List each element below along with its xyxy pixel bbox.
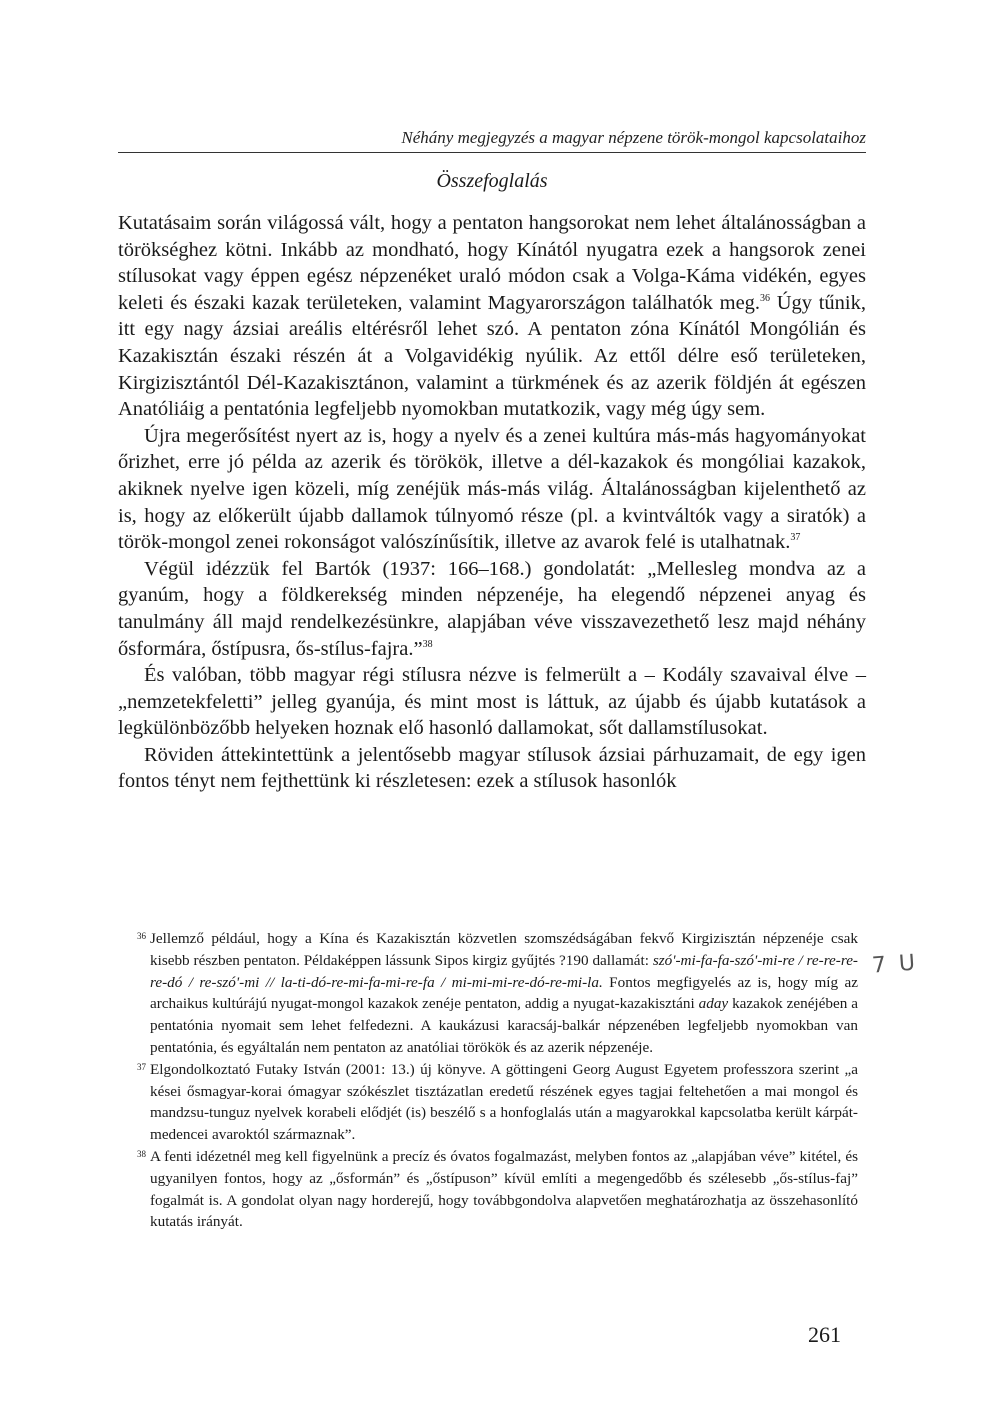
paragraph-text: Röviden áttekintettünk a jelentősebb magyar stílusok ázsiai párhuzamait, de egy igen fontos tényt nem fejthettünk ki részletesen: ezek a stílusok hasonlók (118, 743, 866, 793)
footnote-text: Elgondolkoztató Futaky István (2001: 13.) új könyve. A göttingeni Georg August Egyetem professzora szerint „a kései ősmagyar-korai ómagyar szókészlet tisztázatlan eredetű részének egyes tagjai feltehetően a mai mongol és mandzsu-tunguz nyelvek korabeli elődjét (is) beszélő s a honfoglalás után a magyarokkal kapcsolatba került kárpát-medencei avaroktól származnak”. (150, 1060, 858, 1144)
paragraph-3 (118, 556, 866, 662)
footnote-text: A fenti idézetnél meg kell figyelnünk a precíz és óvatos fogalmazást, melyben fontos az „alapjában véve” kitétel, és ugyanilyen fontos, hogy az „ősformán” és „őstípuson” kívül említi a megengedőbb és szélesebb „ős-stílus-faj” fogalmát is. A gondolat olyan nagy horderejű, hogy továbbgondolva alapvetően meghatározhatja az összehasonlító kutatás irányát. (150, 1147, 858, 1231)
footnote-italic: aday (698, 995, 729, 1013)
footnote-mark: 38 (137, 1148, 146, 1159)
section-title: Összefoglalás (436, 170, 548, 192)
footnote-36 (137, 928, 858, 1059)
paragraph-1 (118, 210, 866, 423)
footnote-mark: 36 (137, 931, 146, 941)
paragraph-text: És valóban, több magyar régi stílusra nézve is felmerült a – Kodály szavaival élve – „nemzetekfeletti” jelleg gyanúja, és mint most is láttuk, az újabb és újabb kutatások a legkülönbözőbb helyeken hoznak elő hasonló dallamokat, sőt dallamstílusokat. (118, 664, 866, 740)
page-number: 261 (808, 1322, 841, 1347)
handwritten-note: 7 U (871, 950, 919, 979)
body-text (118, 210, 866, 795)
footnote-ref[interactable]: 36 (760, 292, 771, 304)
running-head: Néhány megjegyzés a magyar népzene török-mongol kapcsolataihoz (118, 128, 866, 153)
paragraph-4 (118, 662, 866, 742)
paragraph-2 (118, 423, 866, 556)
footnote-italic: szó'-mi-fa-fa-szó'-mi-re / re-re-re-re-dó / re-szó'-mi // la-ti-dó-re-mi-fa-mi-re-fa / mi-mi-mi-re-dó-re-mi-la. (150, 951, 858, 991)
paragraph-text: Végül idézzük fel Bartók (1937: 166–168.) gondolatát: „Mellesleg mondva az a gyanúm, hogy a földkerekség minden népzenéje, ha elegendő népzenei anyag és tanulmány áll majd rendelkezésünkre, alapjában véve visszavezethető lesz majd néhány ősformára, őstípusra, ős-stílus-fajra.” (118, 557, 866, 660)
paragraph-text: Újra megerősítést nyert az is, hogy a nyelv és a zenei kultúra más-más hagyományokat őrizhet, erre jó példa az azerik és törökök, illetve a dél-kazakok és mongóliai kazakok, akiknek nyelve igen közeli, míg zenéjük más-más világ. Általánosságban kijelenthető az is, hogy az előkerült újabb dallamok túlnyomó része (pl. a kvintváltók vagy a siratók) a török-mongol zenei rokonságot valószínűsítik, illetve az avarok felé is utalhatnak. (118, 424, 866, 554)
footnote-text: Fontos megfigyelés az is, hogy míg az archaikus kultúrájú nyugat-mongol kazakok zenéje pentaton, addig a nyugat-kazakisztáni (150, 973, 858, 1013)
paragraph-text-cont: Úgy tűnik, itt egy nagy ázsiai areális eltérésről lehet szó. A pentaton zóna Kínától Mongólián és Kazakisztán északi részén át a Volgavidékig nyúlik. Az ettől délre eső területeken, Kirgizisztántól Dél-Kazakisztánon, valamint a türkmének és az azerik földjén át egészen Anatóliáig a pentatónia legfeljebb nyomokban mutatkozik, vagy még úgy sem. (118, 291, 866, 421)
paragraph-text: Kutatásaim során világossá vált, hogy a pentaton hangsorokat nem lehet általánosságban a törökséghez kötni. Inkább az mondható, hogy Kínától nyugatra ezek a hangsorok zenei stílusokat vagy éppen egész népzenéket uraló módon csak a Volga-Káma vidékén, egyes keleti és északi kazak területeken, valamint Magyarországon találhatók meg. (118, 212, 866, 314)
footnote-text: kazakok zenéjében a pentatónia nyomait sem lehet felfedezni. A kaukázusi karacsáj-balkár népzenében legfeljebb nyomokban van pentatónia, és egyáltalán nem pentaton az anatóliai törökök és az azerik népzenéje. (150, 995, 858, 1056)
footnote-38 (137, 1146, 858, 1233)
footnotes (118, 928, 858, 1233)
footnote-mark: 37 (137, 1061, 146, 1072)
footnote-ref[interactable]: 37 (790, 532, 801, 544)
paragraph-5 (118, 742, 866, 795)
footnote-text: Jellemző például, hogy a Kína és Kazakisztán közvetlen szomszédságában fekvő Kirgizisztán népzenéje csak kisebb részben pentaton. Példaképpen lássunk Sipos kirgiz gyűjtés ?190 dallamát: (150, 930, 858, 969)
footnote-ref[interactable]: 38 (422, 638, 433, 650)
footnote-37 (137, 1059, 858, 1146)
